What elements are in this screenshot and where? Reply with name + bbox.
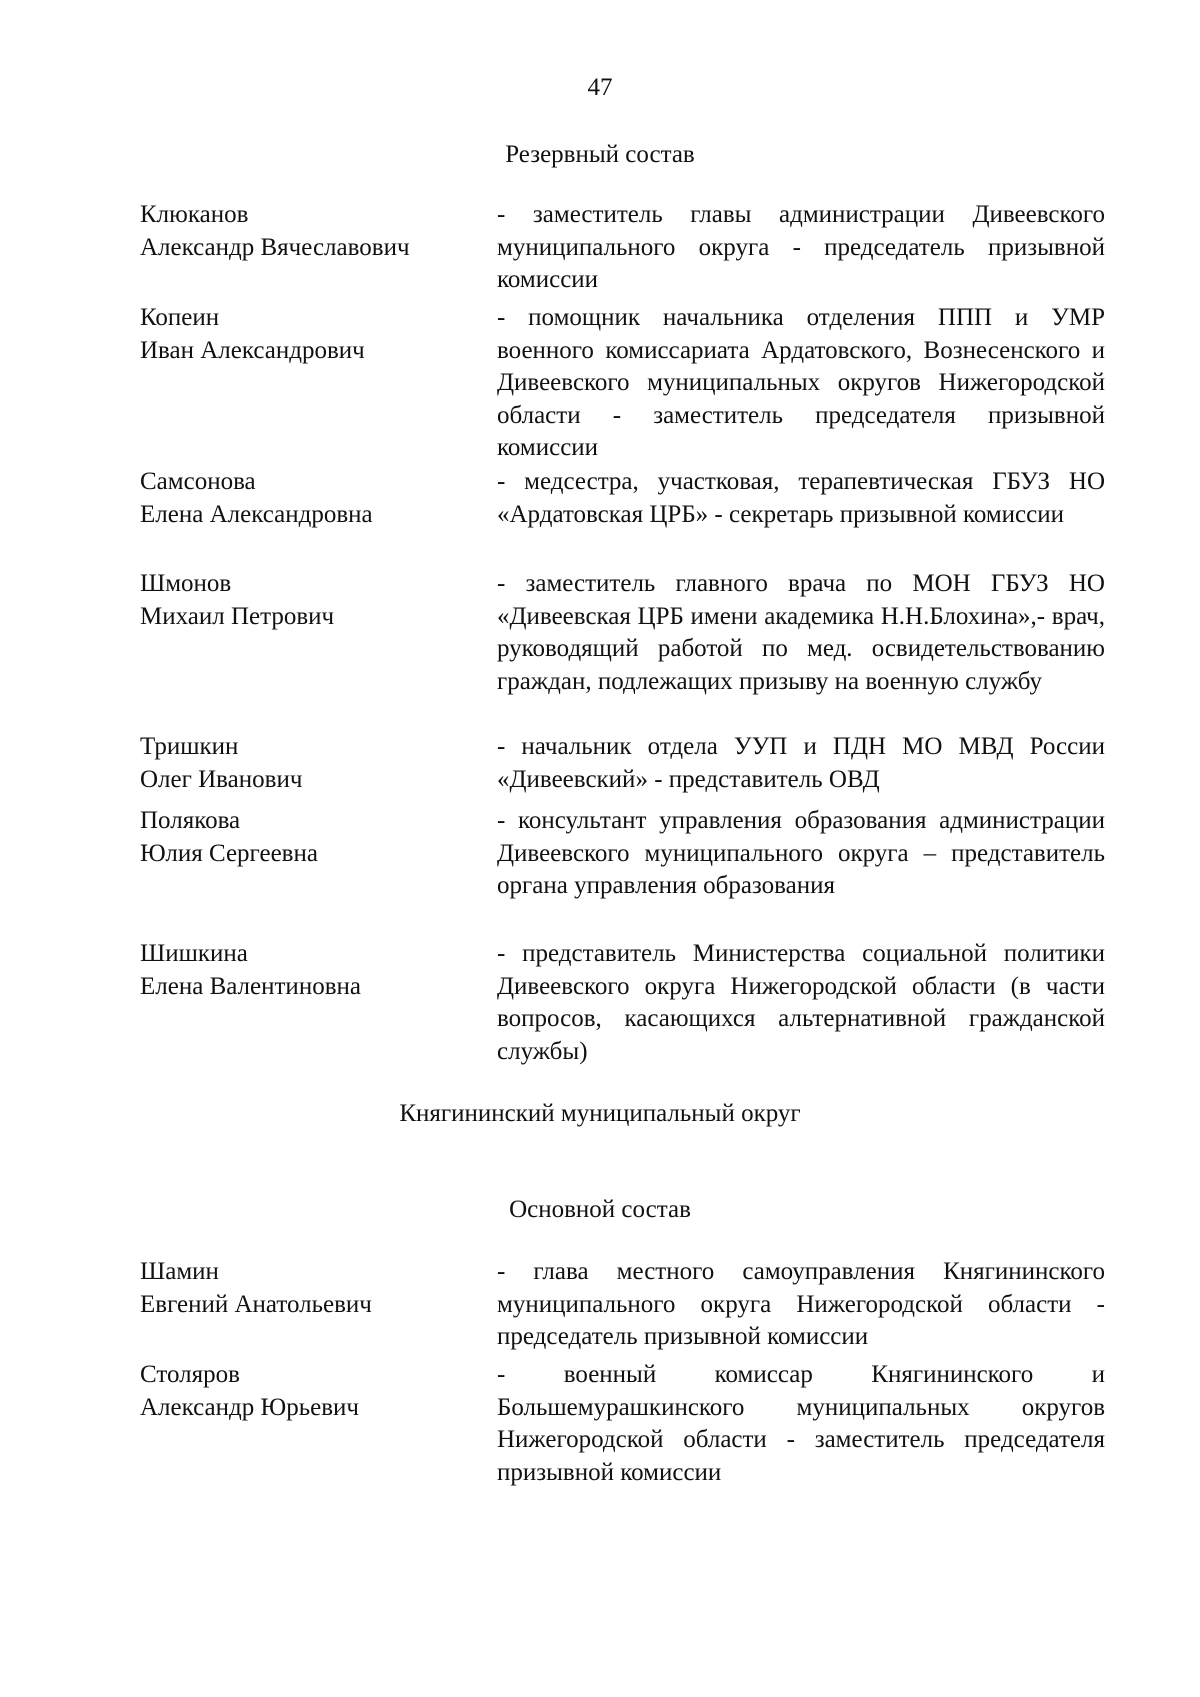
member-given-name: Юлия Сергеевна bbox=[140, 839, 318, 867]
member-surname: Копеин bbox=[140, 304, 220, 331]
member-name bbox=[140, 199, 470, 264]
member-given-name: Александр Вячеславович bbox=[140, 233, 410, 261]
member-name bbox=[140, 805, 470, 870]
member-role: - военный комиссар Княгининского и Большемурашкинского муниципальных округов Нижегородской области - заместитель председателя призывной комиссии bbox=[497, 1361, 1105, 1486]
page-number: 47 bbox=[587, 74, 613, 101]
member-given-name: Евгений Анатольевич bbox=[140, 1290, 372, 1318]
member-role: - помощник начальника отделения ППП и УМР военного комиссариата Ардатовского, Вознесенского и Дивеевского муниципальных округов Нижегородской области - заместитель председателя призывной комиссии bbox=[497, 304, 1105, 461]
member-surname: Тришкин bbox=[140, 733, 239, 760]
member-surname: Шамин bbox=[140, 1258, 219, 1285]
district-heading: Княгининский муниципальный округ bbox=[399, 1100, 801, 1127]
member-name bbox=[140, 568, 470, 633]
member-role: - консультант управления образования администрации Дивеевского муниципального округа – представитель органа управления образования bbox=[497, 807, 1105, 899]
member-role: - представитель Министерства социальной политики Дивеевского округа Нижегородской области (в части вопросов, касающихся альтернативной гражданской службы) bbox=[497, 940, 1105, 1065]
member-surname: Полякова bbox=[140, 807, 241, 834]
member-given-name: Елена Александровна bbox=[140, 500, 373, 528]
member-surname: Самсонова bbox=[140, 468, 256, 495]
member-name bbox=[140, 938, 470, 1003]
member-name bbox=[140, 302, 470, 367]
member-role: - заместитель главного врача по МОН ГБУЗ НО «Дивеевская ЦРБ имени академика Н.Н.Блохина»,- врач, руководящий работой по мед. освидетельствованию граждан, подлежащих призыву на военную службу bbox=[497, 570, 1105, 695]
member-given-name: Иван Александрович bbox=[140, 336, 365, 364]
member-role: - медсестра, участковая, терапевтическая ГБУЗ НО «Ардатовская ЦРБ» - секретарь призывной комиссии bbox=[497, 468, 1105, 528]
member-surname: Шмонов bbox=[140, 570, 232, 597]
reserve-heading: Резервный состав bbox=[505, 141, 695, 168]
member-surname: Шишкина bbox=[140, 940, 248, 967]
member-role: - начальник отдела УУП и ПДН МО МВД России «Дивеевский» - представитель ОВД bbox=[497, 733, 1105, 793]
member-role: - глава местного самоуправления Княгининского муниципального округа Нижегородской области - председатель призывной комиссии bbox=[497, 1258, 1105, 1350]
member-given-name: Александр Юрьевич bbox=[140, 1393, 359, 1421]
member-name bbox=[140, 466, 470, 531]
member-name bbox=[140, 731, 470, 796]
member-surname: Клюканов bbox=[140, 201, 249, 228]
main-heading: Основной состав bbox=[509, 1196, 691, 1223]
member-given-name: Михаил Петрович bbox=[140, 602, 335, 630]
member-role: - заместитель главы администрации Дивеевского муниципального округа - председатель призывной комиссии bbox=[497, 201, 1105, 293]
member-given-name: Елена Валентиновна bbox=[140, 972, 361, 1000]
member-name bbox=[140, 1256, 470, 1321]
member-surname: Столяров bbox=[140, 1361, 240, 1388]
member-name bbox=[140, 1359, 470, 1424]
member-given-name: Олег Иванович bbox=[140, 765, 303, 793]
